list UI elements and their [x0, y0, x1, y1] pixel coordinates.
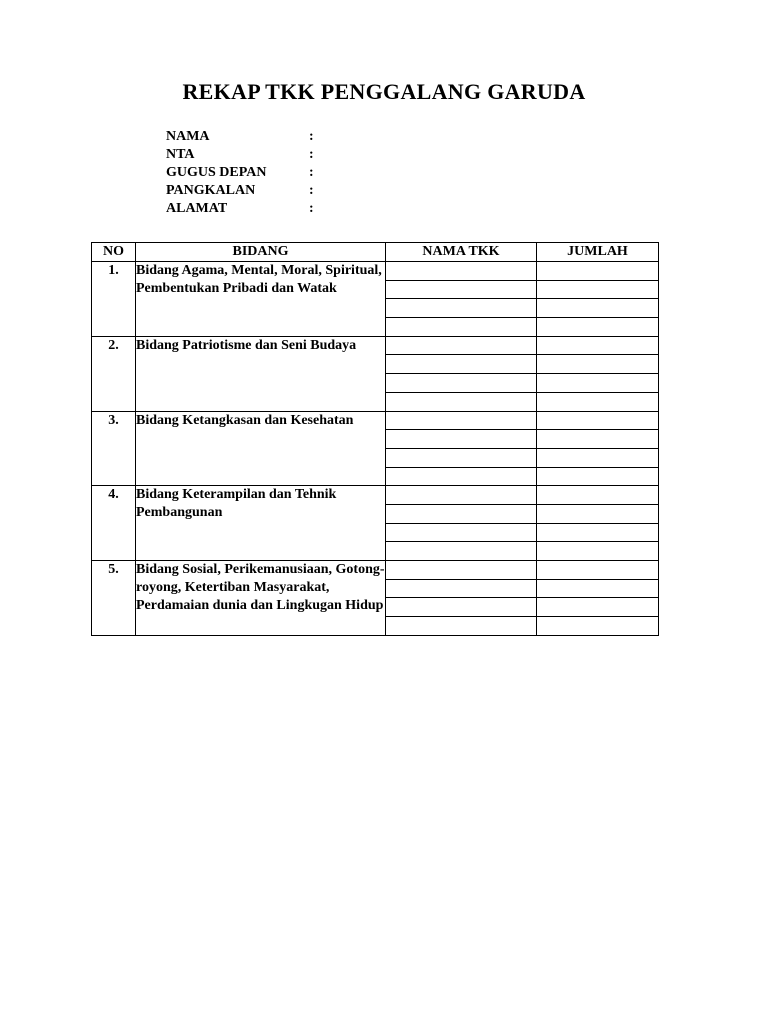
row-number: 4. [92, 486, 136, 561]
nama-tkk-cell[interactable] [386, 523, 537, 542]
nama-tkk-cell[interactable] [386, 598, 537, 617]
nama-tkk-cell[interactable] [386, 318, 537, 337]
field-alamat [166, 200, 321, 218]
nama-tkk-cell[interactable] [386, 504, 537, 523]
row-number: 5. [92, 561, 136, 636]
jumlah-cell[interactable] [537, 542, 659, 561]
row-bidang: Bidang Ketangkasan dan Kesehatan [136, 411, 386, 486]
header-bidang: BIDANG [136, 243, 386, 262]
identity-fields [166, 128, 321, 218]
field-colon: : [309, 165, 314, 180]
nama-tkk-cell[interactable] [386, 579, 537, 598]
nama-tkk-cell[interactable] [386, 280, 537, 299]
nama-tkk-cell[interactable] [386, 374, 537, 393]
jumlah-cell[interactable] [537, 355, 659, 374]
jumlah-cell[interactable] [537, 336, 659, 355]
nama-tkk-cell[interactable] [386, 411, 537, 430]
table-row [92, 486, 659, 505]
jumlah-cell[interactable] [537, 374, 659, 393]
jumlah-cell[interactable] [537, 579, 659, 598]
field-colon: : [309, 183, 314, 198]
row-number: 1. [92, 262, 136, 337]
row-number: 3. [92, 411, 136, 486]
rekap-table [91, 242, 659, 636]
row-bidang: Bidang Keterampilan dan Tehnik Pembangunan [136, 486, 386, 561]
field-label: NAMA [166, 129, 210, 144]
field-label: NTA [166, 147, 195, 162]
header-no: NO [92, 243, 136, 262]
field-label: ALAMAT [166, 201, 228, 216]
field-nta [166, 146, 321, 164]
row-bidang: Bidang Sosial, Perikemanusiaan, Gotong-royong, Ketertiban Masyarakat, Perdamaian dunia dan Lingkugan Hidup [136, 561, 386, 636]
field-nama [166, 128, 321, 146]
document-title: REKAP TKK PENGGALANG GARUDA [182, 79, 586, 104]
jumlah-cell[interactable] [537, 411, 659, 430]
jumlah-cell[interactable] [537, 448, 659, 467]
jumlah-cell[interactable] [537, 598, 659, 617]
nama-tkk-cell[interactable] [386, 448, 537, 467]
header-nama-tkk: NAMA TKK [386, 243, 537, 262]
field-colon: : [309, 129, 314, 144]
jumlah-cell[interactable] [537, 299, 659, 318]
jumlah-cell[interactable] [537, 617, 659, 636]
row-number: 2. [92, 336, 136, 411]
nama-tkk-cell[interactable] [386, 355, 537, 374]
jumlah-cell[interactable] [537, 392, 659, 411]
nama-tkk-cell[interactable] [386, 542, 537, 561]
table-row [92, 262, 659, 281]
field-pangkalan [166, 182, 321, 200]
row-bidang: Bidang Patriotisme dan Seni Budaya [136, 336, 386, 411]
nama-tkk-cell[interactable] [386, 617, 537, 636]
jumlah-cell[interactable] [537, 318, 659, 337]
field-label: GUGUS DEPAN [166, 165, 267, 180]
jumlah-cell[interactable] [537, 262, 659, 281]
row-bidang: Bidang Agama, Mental, Moral, Spiritual, Pembentukan Pribadi dan Watak [136, 262, 386, 337]
table-row [92, 561, 659, 580]
table-header-row [92, 243, 659, 262]
jumlah-cell[interactable] [537, 280, 659, 299]
nama-tkk-cell[interactable] [386, 430, 537, 449]
jumlah-cell[interactable] [537, 430, 659, 449]
jumlah-cell[interactable] [537, 467, 659, 486]
field-colon: : [309, 147, 314, 162]
jumlah-cell[interactable] [537, 486, 659, 505]
nama-tkk-cell[interactable] [386, 299, 537, 318]
nama-tkk-cell[interactable] [386, 467, 537, 486]
nama-tkk-cell[interactable] [386, 336, 537, 355]
table-row [92, 336, 659, 355]
jumlah-cell[interactable] [537, 504, 659, 523]
jumlah-cell[interactable] [537, 561, 659, 580]
nama-tkk-cell[interactable] [386, 486, 537, 505]
header-jumlah: JUMLAH [537, 243, 659, 262]
field-label: PANGKALAN [166, 183, 256, 198]
nama-tkk-cell[interactable] [386, 392, 537, 411]
field-colon: : [309, 201, 314, 216]
jumlah-cell[interactable] [537, 523, 659, 542]
field-gugus-depan [166, 164, 321, 182]
table-row [92, 411, 659, 430]
nama-tkk-cell[interactable] [386, 262, 537, 281]
nama-tkk-cell[interactable] [386, 561, 537, 580]
